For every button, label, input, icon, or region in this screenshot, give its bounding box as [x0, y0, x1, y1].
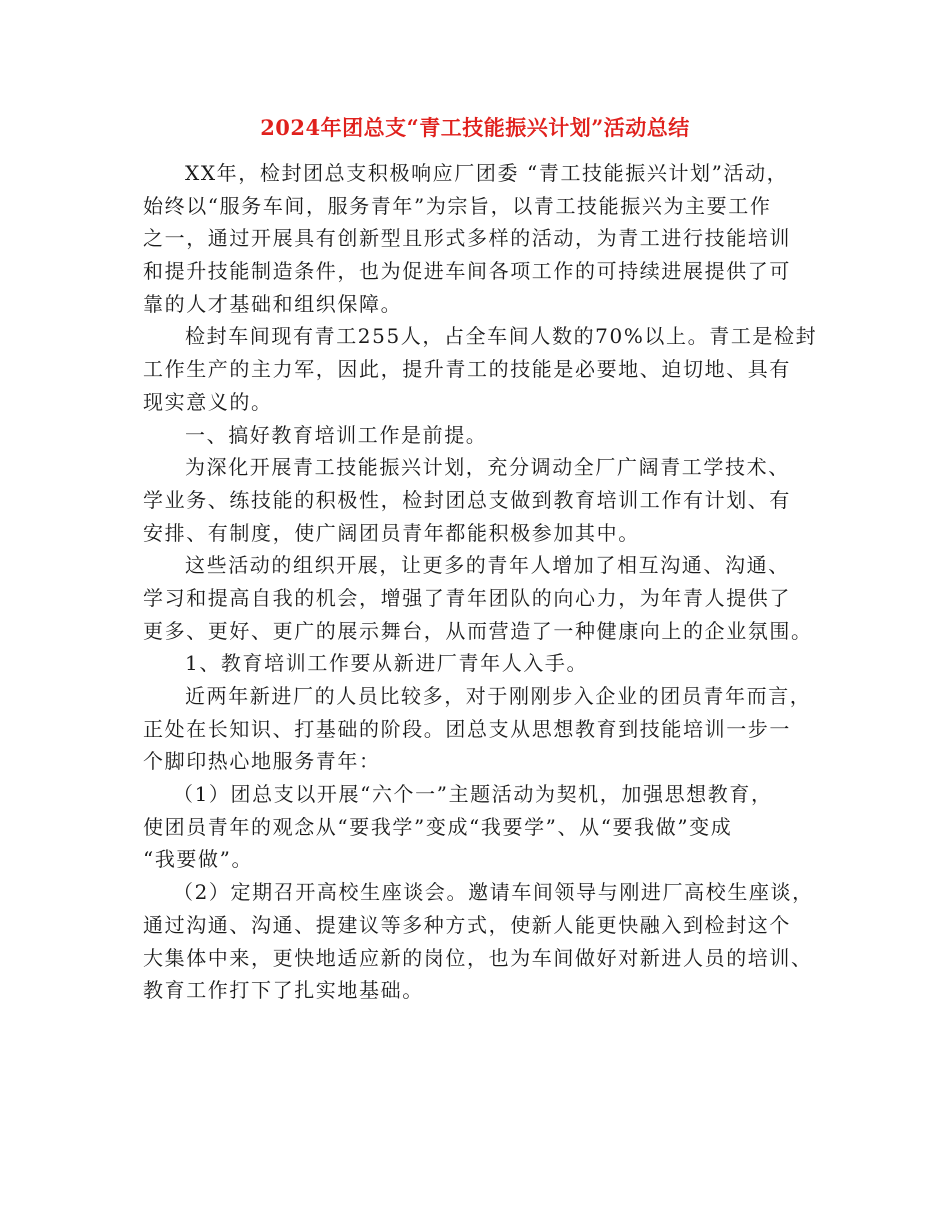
text-line: 一、搞好教育培训工作是前提。 — [185, 422, 488, 447]
text-line: 1、教育培训工作要从新进厂青年人入手。 — [185, 651, 589, 676]
text-line: 通过沟通、沟通、提建议等多种方式，使新人能更快融入到检封这个 — [143, 912, 791, 937]
text-line: 始终以“服务车间，服务青年”为宗旨，以青工技能振兴为主要工作 — [143, 193, 772, 218]
text-line: 安排、有制度，使广阔团员青年都能积极参加其中。 — [143, 520, 640, 545]
paragraph-activities — [143, 549, 818, 647]
document-title: 2024年团总支“青工技能振兴计划”活动总结 — [260, 115, 690, 140]
paragraph-intro — [143, 157, 818, 320]
text-line: 这些活动的组织开展，让更多的青年人增加了相互沟通、沟通、 — [185, 553, 790, 578]
paragraph-new-hires — [143, 680, 818, 778]
text-line: 学业务、练技能的积极性，检封团总支做到教育培训工作有计划、有 — [143, 487, 791, 512]
text-line: 近两年新进厂的人员比较多，对于刚刚步入企业的团员青年而言， — [185, 684, 812, 708]
text-line: 靠的人才基础和组织保障。 — [143, 291, 403, 316]
paragraph-training-plan — [143, 451, 818, 549]
text-line: 和提升技能制造条件，也为促进车间各项工作的可持续进展提供了可 — [143, 259, 791, 284]
text-line: 学习和提高自我的机会，增强了青年团队的向心力，为年青人提供了 — [143, 585, 791, 610]
text-line: 检封车间现有青工255人，占全车间人数的70%以上。青工是检封 — [185, 324, 818, 349]
list-item — [143, 876, 818, 1007]
text-line: 个脚印热心地服务青年： — [143, 749, 381, 774]
text-line: 使团员青年的观念从“要我学”变成“我要学”、从“要我做”变成 — [143, 814, 733, 839]
paragraph-workforce — [143, 320, 818, 418]
text-line: 正处在长知识、打基础的阶段。团总支从思想教育到技能培训一步一 — [143, 716, 791, 741]
text-line: 教育工作打下了扎实地基础。 — [143, 978, 424, 1003]
text-line: （2）定期召开高校生座谈会。邀请车间领导与刚进厂高校生座谈， — [173, 880, 814, 905]
text-line: 为深化开展青工技能振兴计划，充分调动全厂广阔青工学技术、 — [185, 455, 790, 480]
section-heading — [143, 419, 818, 452]
text-line: “我要做”。 — [143, 847, 254, 872]
text-line: 现实意义的。 — [143, 389, 273, 414]
subsection-heading — [143, 647, 818, 680]
text-line: （1）团总支以开展“六个一”主题活动为契机，加强思想教育， — [173, 782, 773, 807]
text-line: 大集体中来，更快地适应新的岗位，也为车间做好对新进人员的培训、 — [143, 945, 813, 970]
text-line: 工作生产的主力军，因此，提升青工的技能是必要地、迫切地、具有 — [143, 357, 791, 382]
text-line: 之一，通过开展具有创新型且形式多样的活动，为青工进行技能培训 — [143, 226, 791, 251]
document-body — [143, 157, 818, 1007]
text-line: 更多、更好、更广的展示舞台，从而营造了一种健康向上的企业氛围。 — [143, 618, 813, 643]
text-line: XX年，检封团总支积极响应厂团委 “青工技能振兴计划”活动， — [185, 161, 789, 185]
list-item — [143, 778, 818, 876]
